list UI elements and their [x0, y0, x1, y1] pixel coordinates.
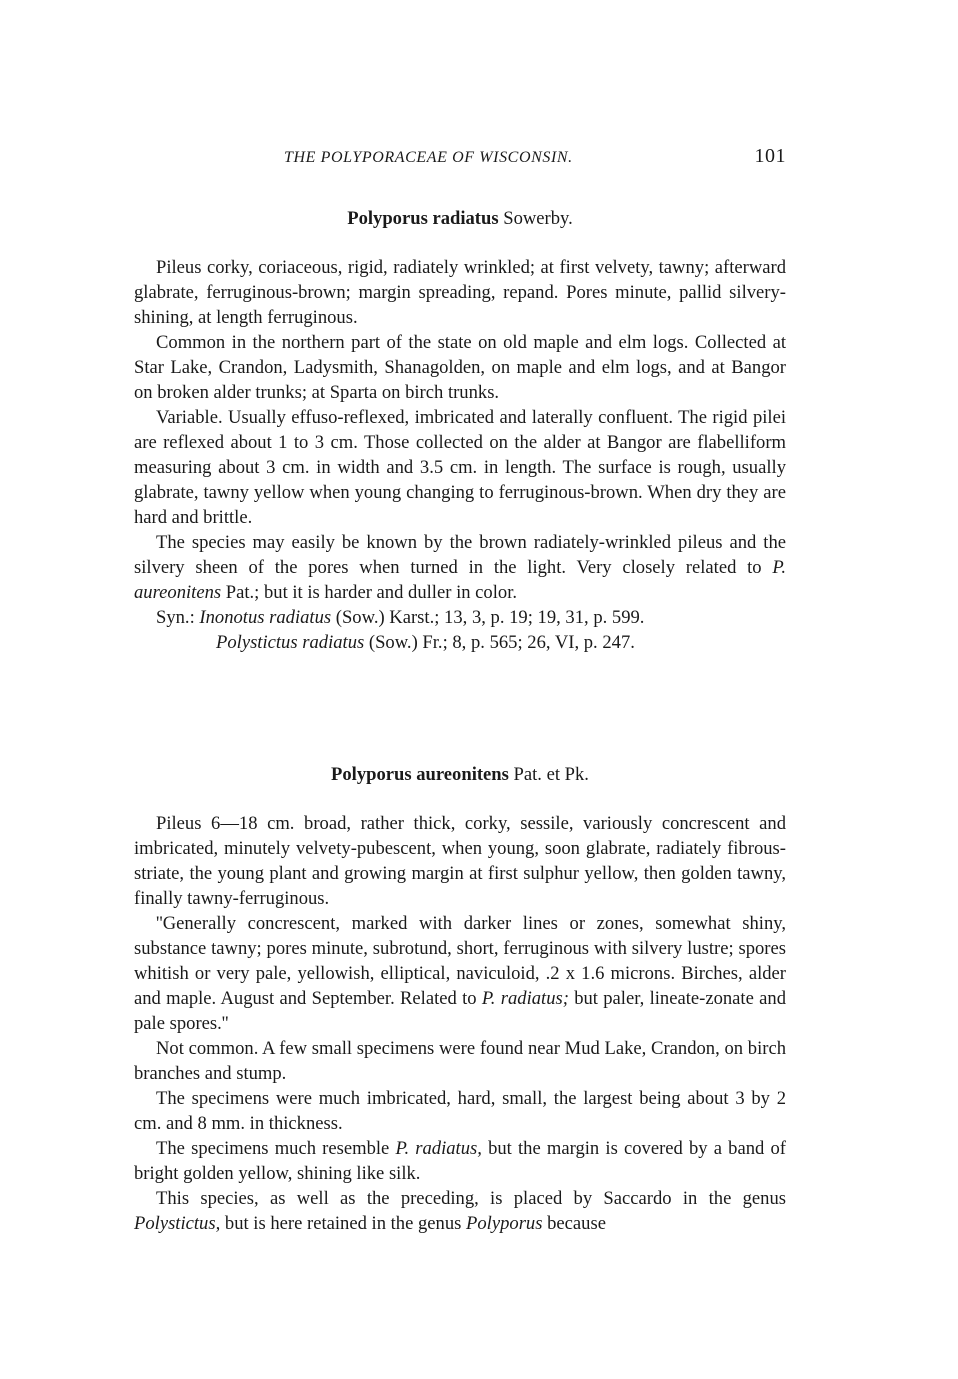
text-run: Pat.; but it is harder and duller in color. — [221, 582, 518, 603]
species-author: Sowerby. — [503, 208, 573, 229]
text-run: but paler, lineate-zonate and pale spores.'' — [134, 988, 786, 1034]
paragraph: Common in the northern part of the state on old maple and elm logs. Collected at Star Lake, Crandon, Ladysmith, Shanagolden, on maple and elm logs, and at Bangor on broken alder trunks; at Sparta on birch trunks. — [134, 332, 786, 403]
italic-text: Polystictus, — [134, 1213, 221, 1234]
italic-text: Polyporus — [466, 1213, 543, 1234]
italic-text: P. radiatus; — [481, 988, 569, 1009]
text-run: This species, as well as the preceding, is placed by Saccardo in the genus — [156, 1188, 786, 1209]
species-author: Pat. et Pk. — [513, 764, 589, 785]
synonym-name: Inonotus radiatus — [199, 607, 332, 628]
paragraph — [134, 530, 786, 605]
species-name: Polyporus aureonitens — [331, 764, 509, 785]
paragraph: Not common. A few small specimens were found near Mud Lake, Crandon, on birch branches and stump. — [134, 1038, 786, 1084]
synonym-reference: (Sow.) Karst.; 13, 3, p. 19; 19, 31, p. 599. — [331, 607, 645, 628]
synonym-label: Syn.: — [156, 607, 200, 628]
text-run: The specimens much resemble — [156, 1138, 396, 1159]
paragraph: Pileus 6—18 cm. broad, rather thick, corky, sessile, variously concrescent and imbricated, minutely velvety-pubescent, when young, soon glabrate, radiately fibrous-striate, the young plant and growing margin at first sulphur yellow, then golden tawny, finally tawny-ferruginous. — [134, 813, 786, 909]
italic-text: P. radiatus, — [395, 1138, 482, 1159]
species-heading — [134, 762, 786, 787]
running-title: THE POLYPORACEAE OF WISCONSIN. — [284, 149, 573, 166]
paragraph — [134, 1136, 786, 1186]
species-name: Polyporus radiatus — [347, 208, 499, 229]
synonym-line — [134, 630, 786, 655]
text-run: because — [542, 1213, 606, 1234]
running-header — [134, 147, 786, 171]
paragraph: Variable. Usually effuso-reflexed, imbricated and laterally confluent. The rigid pilei are reflexed about 1 to 3 cm. Those collected on the alder at Bangor are flabelliform measuring about 3 cm. in width and 3.5 cm. in length. The surface is rough, usually glabrate, tawny yellow when young changing to ferruginous-brown. When dry they are hard and brittle. — [134, 407, 786, 528]
paragraph — [134, 911, 786, 1036]
text-run: The species may easily be known by the brown radiately-wrinkled pileus and the silvery sheen of the pores when turned in the light. Very closely related to — [134, 532, 786, 578]
section-polyporus-aureonitens — [134, 762, 786, 1236]
synonym-name: Polystictus radiatus — [216, 632, 365, 653]
page-number: 101 — [754, 145, 786, 167]
synonym-line — [134, 605, 786, 630]
section-polyporus-radiatus — [134, 206, 786, 655]
species-heading — [134, 206, 786, 231]
paragraph: The specimens were much imbricated, hard, small, the largest being about 3 by 2 cm. and 8 mm. in thickness. — [134, 1088, 786, 1134]
text-run: but the margin is covered by a band of bright golden yellow, shining like silk. — [134, 1138, 786, 1184]
text-run: but is here retained in the genus — [220, 1213, 467, 1234]
italic-text: P. aureonitens — [134, 557, 786, 603]
paragraph: Pileus corky, coriaceous, rigid, radiately wrinkled; at first velvety, tawny; afterward glabrate, ferruginous-brown; margin spreading, repand. Pores minute, pallid silvery-shining, at length ferruginous. — [134, 257, 786, 328]
paragraph — [134, 1186, 786, 1236]
text-run: ''Generally concrescent, marked with darker lines or zones, somewhat shiny, substance tawny; pores minute, subrotund, short, ferruginous with silvery lustre; spores whitish or very pale, yellowish, elliptical, naviculoid, .2 x 1.6 microns. Birches, alder and maple. August and September. Related to — [134, 913, 786, 1009]
synonym-reference: (Sow.) Fr.; 8, p. 565; 26, VI, p. 247. — [364, 632, 635, 653]
